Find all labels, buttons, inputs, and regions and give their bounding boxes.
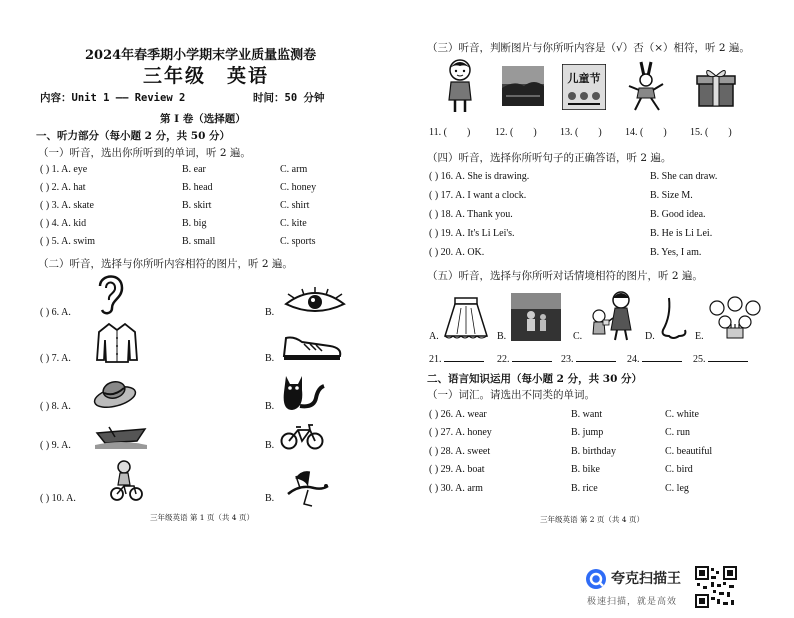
question-2-a: ( ) 2. A. hat xyxy=(40,182,86,193)
question-4-a: ( ) 4. A. kid xyxy=(40,218,87,229)
question-6-a: ( ) 6. A. xyxy=(40,307,71,318)
bird-icon xyxy=(282,468,332,508)
question-2-b: B. head xyxy=(182,182,213,193)
answer-12[interactable]: 12. ( ) xyxy=(495,127,537,138)
exam-title: 2024年春季期小学期末学业质量监测卷 xyxy=(85,48,317,63)
rabbit-icon xyxy=(627,60,667,112)
brand-slogan: 极速扫描，就是高效 xyxy=(587,597,678,607)
gift-box-icon xyxy=(695,66,737,108)
answer-15[interactable]: 15. ( ) xyxy=(690,127,732,138)
childrens-day-poster-icon xyxy=(562,64,606,110)
question-29-a: ( ) 29. A. boat xyxy=(429,464,485,475)
answer-11[interactable]: 11. ( ) xyxy=(429,127,471,138)
exam-time: 时间：50 分钟 xyxy=(253,92,325,104)
exam-content: 内容：Unit 1 —— Review 2 xyxy=(40,92,186,104)
bike-icon xyxy=(280,422,324,450)
girl-icon xyxy=(443,58,477,114)
answer-25[interactable]: 25. xyxy=(693,352,748,365)
question-26-a: ( ) 26. A. wear xyxy=(429,409,487,420)
question-18-a: ( ) 18. A. Thank you. xyxy=(429,209,513,220)
answer-24[interactable]: 24. xyxy=(627,352,682,365)
nose-icon xyxy=(659,296,689,342)
question-7-b: B. xyxy=(265,353,275,364)
question-17-b: B. Size M. xyxy=(650,190,693,201)
question-9-a: ( ) 9. A. xyxy=(40,440,71,451)
left-footer: 三年级英语 第 1 页（共 4 页） xyxy=(150,513,254,522)
part3-instructions: （三）听音，判断图片与你所听内容是（√）否（×）相符，听 2 遍。 xyxy=(427,42,750,54)
question-30-c: C. leg xyxy=(665,483,689,494)
question-5-b: B. small xyxy=(182,236,216,247)
question-16-b: B. She can draw. xyxy=(650,171,718,182)
question-27-a: ( ) 27. A. honey xyxy=(429,427,492,438)
picture-label-a: A. xyxy=(429,331,439,342)
question-3-a: ( ) 3. A. skate xyxy=(40,200,94,211)
question-26-b: B. want xyxy=(571,409,603,420)
birthday-party-icon xyxy=(707,294,763,340)
landscape-photo-icon xyxy=(502,66,544,106)
picture-label-b: B. xyxy=(497,331,507,342)
answer-23[interactable]: 23. xyxy=(561,352,616,365)
qr-code-icon[interactable] xyxy=(695,566,737,608)
kid-on-bike-icon xyxy=(110,460,144,502)
question-19-b: B. He is Li Lei. xyxy=(650,228,713,239)
part5-instructions: （五）听音，选择与你所听对话情境相符的图片，听 2 遍。 xyxy=(427,270,703,282)
question-17-a: ( ) 17. A. I want a clock. xyxy=(429,190,527,201)
question-18-b: B. Good idea. xyxy=(650,209,706,220)
volume-title: 第 I 卷（选择题） xyxy=(160,113,246,125)
section-language: 二、语言知识运用（每小题 2 分，共 30 分） xyxy=(427,373,643,385)
right-footer: 三年级英语 第 2 页（共 4 页） xyxy=(540,515,644,524)
question-1-a: ( ) 1. A. eye xyxy=(40,164,88,175)
hat-icon xyxy=(92,377,138,409)
picture-label-d: D. xyxy=(645,331,655,342)
answer-21[interactable]: 21. xyxy=(429,352,484,365)
question-10-a: ( ) 10. A. xyxy=(40,493,76,504)
brand-name: 夸克扫描王 xyxy=(611,571,681,587)
section-listening: 一、听力部分（每小题 2 分，共 50 分） xyxy=(36,130,231,142)
shoe-icon xyxy=(280,330,344,362)
answer-13[interactable]: 13. ( ) xyxy=(560,127,602,138)
question-28-c: C. beautiful xyxy=(665,446,713,457)
question-20-a: ( ) 20. A. OK. xyxy=(429,247,485,258)
question-20-b: B. Yes, I am. xyxy=(650,247,702,258)
part4-instructions: （四）听音，选择你所听句子的正确答语，听 2 遍。 xyxy=(427,152,672,164)
question-16-a: ( ) 16. A. She is drawing. xyxy=(429,171,530,182)
poster-text: 儿童节 xyxy=(567,72,601,85)
question-3-c: C. shirt xyxy=(280,200,310,211)
question-19-a: ( ) 19. A. It's Li Lei's. xyxy=(429,228,515,239)
question-5-a: ( ) 5. A. swim xyxy=(40,236,95,247)
part1-instructions: （一）听音，选出你所听到的单词，听 2 遍。 xyxy=(38,147,251,159)
picture-label-c: C. xyxy=(573,331,583,342)
part6-instructions: （一）词汇。请选出不同类的单词。 xyxy=(427,389,595,401)
eye-icon xyxy=(282,286,348,316)
answer-22[interactable]: 22. xyxy=(497,352,552,365)
question-5-c: C. sports xyxy=(280,236,316,247)
part2-instructions: （二）听音，选择与你所听内容相符的图片，听 2 遍。 xyxy=(38,258,293,270)
left-page xyxy=(0,0,395,618)
question-28-b: B. birthday xyxy=(571,446,616,457)
question-29-c: C. bird xyxy=(665,464,693,475)
kids-outdoor-photo-icon xyxy=(511,293,561,341)
skirt-icon xyxy=(443,296,489,340)
mother-and-child-icon xyxy=(585,290,641,342)
question-26-c: C. white xyxy=(665,409,699,420)
question-28-a: ( ) 28. A. sweet xyxy=(429,446,491,457)
cat-icon xyxy=(280,372,326,412)
question-4-c: C. kite xyxy=(280,218,307,229)
question-3-b: B. skirt xyxy=(182,200,212,211)
question-10-b: B. xyxy=(265,493,275,504)
picture-label-e: E. xyxy=(695,331,704,342)
question-4-b: B. big xyxy=(182,218,207,229)
question-30-b: B. rice xyxy=(571,483,598,494)
question-8-b: B. xyxy=(265,401,275,412)
question-7-a: ( ) 7. A. xyxy=(40,353,71,364)
question-6-b: B. xyxy=(265,307,275,318)
question-1-b: B. ear xyxy=(182,164,206,175)
answer-14[interactable]: 14. ( ) xyxy=(625,127,667,138)
ear-icon xyxy=(92,272,126,316)
question-27-c: C. run xyxy=(665,427,690,438)
exam-grade: 三年级 英语 xyxy=(143,65,270,87)
question-27-b: B. jump xyxy=(571,427,604,438)
question-2-c: C. honey xyxy=(280,182,317,193)
boat-icon xyxy=(95,425,147,449)
quark-logo-icon xyxy=(585,568,607,590)
question-9-b: B. xyxy=(265,440,275,451)
question-29-b: B. bike xyxy=(571,464,600,475)
question-30-a: ( ) 30. A. arm xyxy=(429,483,483,494)
shirt-icon xyxy=(95,322,139,364)
question-1-c: C. arm xyxy=(280,164,308,175)
right-page xyxy=(405,0,794,618)
question-8-a: ( ) 8. A. xyxy=(40,401,71,412)
